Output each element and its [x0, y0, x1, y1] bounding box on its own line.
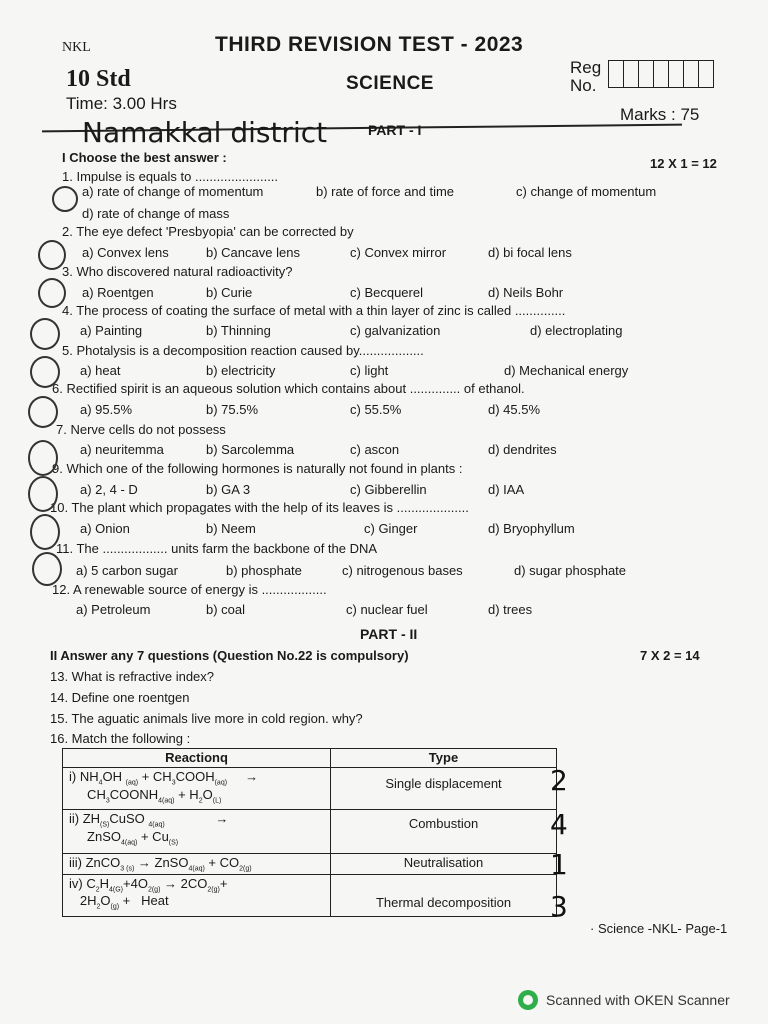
question-16: 16. Match the following :	[50, 731, 191, 746]
question-stem: 2. The eye defect 'Presbyopia' can be corrected by	[62, 224, 354, 239]
option-b: b) coal	[206, 602, 246, 617]
option-b: b) 75.5%	[206, 402, 259, 417]
option-c: c) nitrogenous bases	[342, 563, 463, 578]
margin-circle-mark	[30, 356, 60, 388]
match-table	[62, 748, 557, 917]
part1-score: 12 X 1 = 12	[650, 156, 717, 171]
margin-circle-mark	[30, 318, 60, 350]
margin-circle-mark	[28, 476, 58, 512]
option-a: a) Onion	[80, 521, 130, 536]
question-stem: 4. The process of coating the surface of metal with a thin layer of zinc is called ..............	[62, 303, 566, 318]
option-c: c) nuclear fuel	[346, 602, 428, 617]
option-a: a) neuritemma	[80, 442, 164, 457]
question-stem: 9. Which one of the following hormones is naturally not found in plants :	[52, 461, 463, 476]
subject-title: SCIENCE	[346, 73, 434, 94]
option-c: c) galvanization	[350, 323, 441, 338]
reg-no-label: No.	[570, 76, 597, 95]
margin-circle-mark	[38, 240, 66, 270]
option-b: b) phosphate	[226, 563, 302, 578]
question-stem: 1. Impulse is equals to .......................	[62, 169, 279, 184]
question-13: 13. What is refractive index?	[50, 669, 215, 684]
option-a: a) Convex lens	[82, 245, 169, 260]
option-d: d) 45.5%	[488, 402, 541, 417]
handwritten-answer-4: 3	[550, 890, 568, 923]
option-b: b) GA 3	[206, 482, 251, 497]
margin-circle-mark	[28, 396, 58, 428]
option-a: a) 95.5%	[80, 402, 133, 417]
option-d: d) bi focal lens	[488, 245, 572, 260]
option-c: c) Ginger	[364, 521, 418, 536]
margin-circle-mark	[52, 186, 78, 212]
part2-score: 7 X 2 = 14	[640, 648, 700, 663]
question-stem: 6. Rectified spirit is an aqueous solution which contains about .............. of ethanol.	[52, 381, 525, 396]
question-14: 14. Define one roentgen	[50, 690, 190, 705]
part2-instruction: II Answer any 7 questions (Question No.22 is compulsory)	[50, 648, 409, 663]
question-stem: 11. The .................. units farm the backbone of the DNA	[56, 541, 378, 556]
scanner-watermark	[518, 990, 730, 1010]
option-d: d) trees	[488, 602, 533, 617]
page-footer: · Science -NKL- Page-1	[590, 921, 728, 936]
option-d: d) Neils Bohr	[488, 285, 564, 300]
question-stem: 12. A renewable source of energy is ..................	[52, 582, 327, 597]
reaction-4: iv) $C_2H_{4(G)}+4O_{2(g)} \to 2CO_{2(g)}+$ $2H_2O_{(g)}$ + Heat	[63, 874, 331, 916]
reaction-1: i) $NH_4OH$ $_{(aq)} + CH_3COOH_{(aq)}$ → $CH_3COONH_{4(aq)} + H_2O_{(L)}$	[63, 768, 331, 810]
option-a: a) 2, 4 - D	[80, 482, 138, 497]
handwritten-answer-3: 1	[550, 848, 568, 881]
standard: 10 Std	[66, 66, 131, 92]
option-a: a) 5 carbon sugar	[76, 563, 178, 578]
option-a: a) Roentgen	[82, 285, 154, 300]
option-c: c) change of momentum	[516, 184, 657, 199]
margin-circle-mark	[38, 278, 66, 308]
option-d: d) Bryophyllum	[488, 521, 575, 536]
option-a: a) Petroleum	[76, 602, 151, 617]
option-b: b) Thinning	[206, 323, 271, 338]
part1-title: PART - I	[368, 122, 422, 138]
col-type: Type	[331, 749, 557, 768]
question-stem: 7. Nerve cells do not possess	[56, 422, 226, 437]
type-3: Neutralisation	[331, 854, 557, 875]
option-d: d) rate of change of mass	[82, 206, 230, 221]
part1-instruction: I Choose the best answer :	[62, 150, 227, 165]
option-d: d) sugar phosphate	[514, 563, 627, 578]
option-c: c) Becquerel	[350, 285, 423, 300]
part2-title: PART - II	[360, 626, 418, 642]
exam-title: THIRD REVISION TEST - 2023	[215, 33, 524, 56]
scanner-logo-icon	[518, 990, 538, 1010]
question-15: 15. The aguatic animals live more in cold region. why?	[50, 711, 363, 726]
option-c: c) 55.5%	[350, 402, 402, 417]
type-1: Single displacement	[331, 768, 557, 810]
margin-circle-mark	[30, 514, 60, 550]
col-reaction: Reactionq	[63, 749, 331, 768]
option-b: b) Cancave lens	[206, 245, 300, 260]
option-b: b) Curie	[206, 285, 253, 300]
margin-circle-mark	[28, 440, 58, 476]
question-stem: 3. Who discovered natural radioactivity?	[62, 264, 293, 279]
type-4: Thermal decomposition	[331, 874, 557, 916]
reg-number-boxes[interactable]	[608, 60, 714, 88]
option-b: b) Sarcolemma	[206, 442, 295, 457]
question-stem: 5. Photalysis is a decomposition reaction caused by..................	[62, 343, 424, 358]
reaction-2: ii) $ZH_{(S)}CuSO$ $_{4(aq)}$ → ZnSO$_{4(aq)}$ + $Cu_{(S)}$	[63, 810, 331, 854]
option-d: d) IAA	[488, 482, 525, 497]
option-d: d) electroplating	[530, 323, 623, 338]
reaction-3: iii) ZnCO$_{3 (s)}$ → ZnSO$_{4(aq)}$ + $CO_{2(g)}$	[63, 854, 331, 875]
total-marks: Marks : 75	[620, 105, 700, 124]
option-d: d) dendrites	[488, 442, 557, 457]
question-stem: 10. The plant which propagates with the help of its leaves is ....................	[50, 500, 469, 515]
option-c: c) Convex mirror	[350, 245, 447, 260]
scanner-text: Scanned with OKEN Scanner	[546, 992, 730, 1008]
option-a: a) heat	[80, 363, 121, 378]
option-d: d) Mechanical energy	[504, 363, 629, 378]
option-a: a) Painting	[80, 323, 143, 338]
option-b: b) rate of force and time	[316, 184, 455, 199]
type-2: Combustion	[331, 810, 557, 854]
handwritten-answer-1: 2	[550, 764, 568, 797]
handwritten-answer-2: 4	[550, 808, 568, 841]
option-c: c) ascon	[350, 442, 400, 457]
school-code: NKL	[62, 40, 91, 55]
option-c: c) Gibberellin	[350, 482, 427, 497]
option-c: c) light	[350, 363, 389, 378]
handwritten-district: Namakkal district	[82, 116, 328, 149]
option-b: b) Neem	[206, 521, 256, 536]
option-b: b) electricity	[206, 363, 276, 378]
time-allowed: Time: 3.00 Hrs	[66, 94, 177, 113]
reg-label: Reg	[570, 58, 602, 77]
margin-circle-mark	[32, 552, 62, 586]
option-a: a) rate of change of momentum	[82, 184, 264, 199]
